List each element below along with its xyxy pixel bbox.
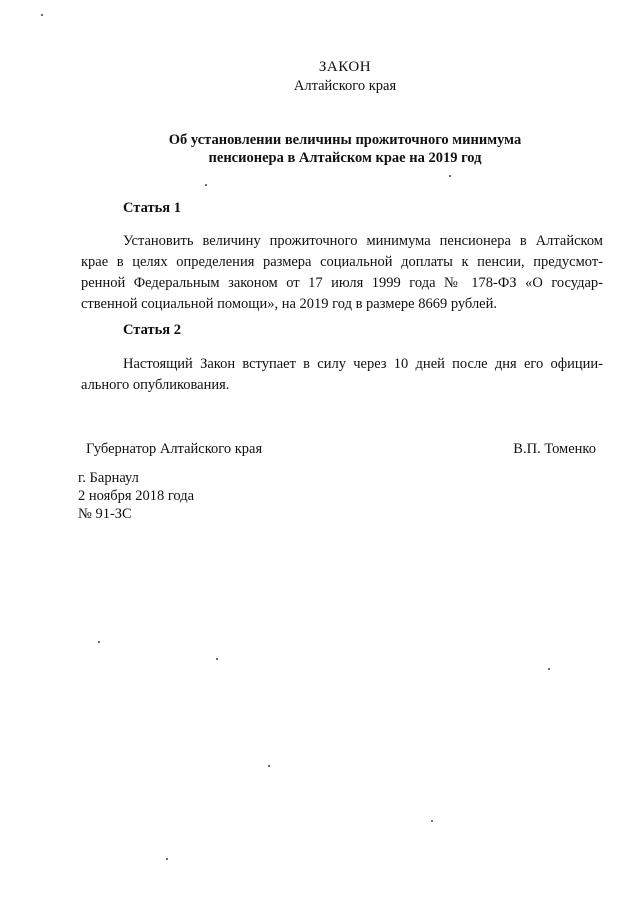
article-1-line-1: Установить величину прожиточного минимума пенсионера в Алтайском [123, 233, 603, 249]
scan-speck [431, 820, 433, 822]
footer-city: г. Барнаул [78, 470, 139, 486]
article-1-heading: Статья 1 [123, 200, 181, 216]
footer-number: № 91-ЗС [78, 506, 132, 522]
document-footer [78, 469, 194, 523]
document-type: ЗАКОН [318, 59, 372, 75]
article-1-body [81, 231, 603, 315]
title-line-2: пенсионера в Алтайском крае на 2019 год [208, 150, 482, 166]
article-1-line-3: ренной Федеральным законом от 17 июля 1999 года № 178-ФЗ «О государ- [81, 275, 603, 291]
scan-speck [166, 858, 168, 860]
scan-speck [98, 641, 100, 643]
scan-speck [449, 175, 451, 177]
scan-speck [548, 668, 550, 670]
title-line-1: Об установлении величины прожиточного минимума [168, 132, 522, 148]
article-2-heading: Статья 2 [123, 322, 181, 338]
scan-speck [41, 14, 43, 16]
document-title [0, 131, 640, 167]
scan-speck [205, 184, 207, 186]
article-1-line-2: крае в целях определения размера социальной доплаты к пенсии, предусмот- [81, 254, 603, 270]
article-2-body [81, 354, 603, 396]
footer-date: 2 ноября 2018 года [78, 488, 195, 504]
article-2-line-1: Настоящий Закон вступает в силу через 10 дней после дня его официи- [123, 356, 603, 372]
scan-speck [268, 765, 270, 767]
signatory-name: В.П. Томенко [513, 441, 596, 457]
article-1-line-4: ственной социальной помощи», на 2019 год в размере 8669 рублей. [81, 296, 498, 312]
scan-speck [216, 658, 218, 660]
article-2-line-2: ального опубликования. [81, 377, 230, 393]
signatory-position: Губернатор Алтайского края [86, 441, 263, 457]
document-region: Алтайского края [293, 78, 397, 94]
